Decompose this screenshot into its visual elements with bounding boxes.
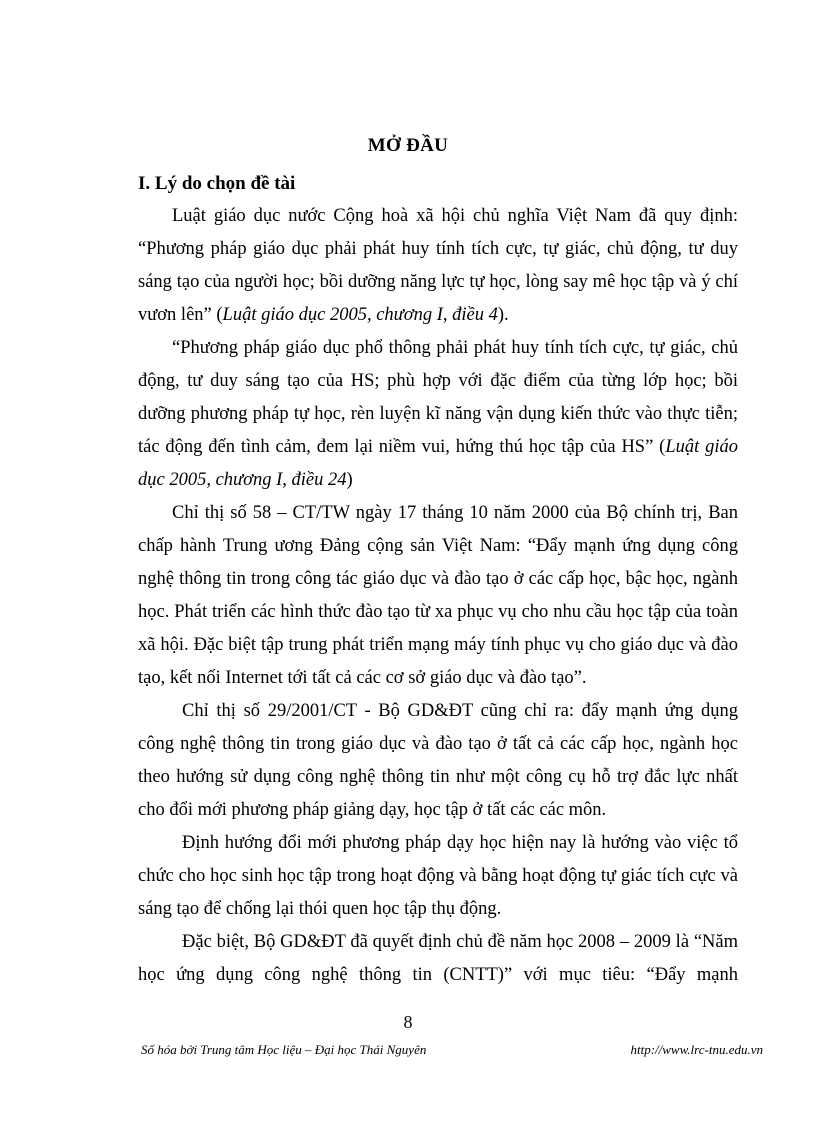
- document-body: [138, 200, 738, 992]
- section-heading: I. Lý do chọn đề tài: [138, 173, 296, 194]
- citation: Luật giáo dục 2005, chương I, điều 24: [138, 437, 739, 490]
- footer-url: http://www.lrc-tnu.edu.vn: [630, 1042, 763, 1057]
- paragraph-school-year-theme: Đặc biệt, Bộ GD&ĐT đã quyết định chủ đề năm học 2008 – 2009 là “Năm học ứng dụng công nghệ thông tin (CNTT)” với mục tiêu: “Đẩy mạnh: [138, 932, 738, 985]
- paragraph-teaching-orientation: Định hướng đổi mới phương pháp dạy học hiện nay là hướng vào việc tổ chức cho học sinh học tập trong hoạt động và bằng hoạt động tự giác tích cực và sáng tạo để chống lại thói quen học tập thụ động.: [138, 833, 738, 919]
- paragraph-text: “Phương pháp giáo dục phổ thông phải phát huy tính tích cực, tự giác, chủ động, tư duy sáng tạo của HS; phù hợp với đặc điểm của từng lớp học; bồi dưỡng phương pháp tự học, rèn luyện kĩ năng vận dụng kiến thức vào thực tiễn; tác động đến tình cảm, đem lại niềm vui, hứng thú học tập của HS” (: [138, 338, 738, 457]
- paragraph-text: ).: [497, 305, 509, 325]
- paragraph-text: ): [346, 470, 353, 490]
- paragraph-directive-29: Chỉ thị số 29/2001/CT - Bộ GD&ĐT cũng chỉ ra: đẩy mạnh ứng dụng công nghệ thông tin trong giáo dục và đào tạo ở tất cả các cấp học, ngành học theo hướng sử dụng công nghệ thông tin như một công cụ hỗ trợ đắc lực nhất cho đổi mới phương pháp giảng dạy, học tập ở tất các các môn.: [138, 701, 738, 820]
- paragraph-law-quote: [138, 200, 738, 332]
- paragraph-text: Luật giáo dục nước Cộng hoà xã hội chủ nghĩa Việt Nam đã quy định: “Phương pháp giáo dục phải phát huy tính tích cực, tự giác, chủ động, tư duy sáng tạo của người học; bồi dưỡng năng lực tự học, lòng say mê học tập và ý chí vươn lên” (: [138, 206, 738, 325]
- page-number: 8: [403, 1012, 413, 1032]
- paragraph-pedagogy-quote: [138, 332, 738, 497]
- citation: Luật giáo dục 2005, chương I, điều 4: [222, 305, 498, 325]
- page-title: MỞ ĐẦU: [367, 135, 449, 156]
- footer-source: Số hóa bởi Trung tâm Học liệu – Đại học Thái Nguyên: [141, 1042, 427, 1057]
- paragraph-directive-58: Chỉ thị số 58 – CT/TW ngày 17 tháng 10 năm 2000 của Bộ chính trị, Ban chấp hành Trung ương Đảng cộng sản Việt Nam: “Đẩy mạnh ứng dụng công nghệ thông tin trong công tác giáo dục và đào tạo ở các cấp học, bậc học, ngành học. Phát triển các hình thức đào tạo từ xa phục vụ cho nhu cầu học tập của toàn xã hội. Đặc biệt tập trung phát triển mạng máy tính phục vụ cho giáo dục và đào tạo, kết nối Internet tới tất cả các cơ sở giáo dục và đào tạo”.: [138, 503, 738, 688]
